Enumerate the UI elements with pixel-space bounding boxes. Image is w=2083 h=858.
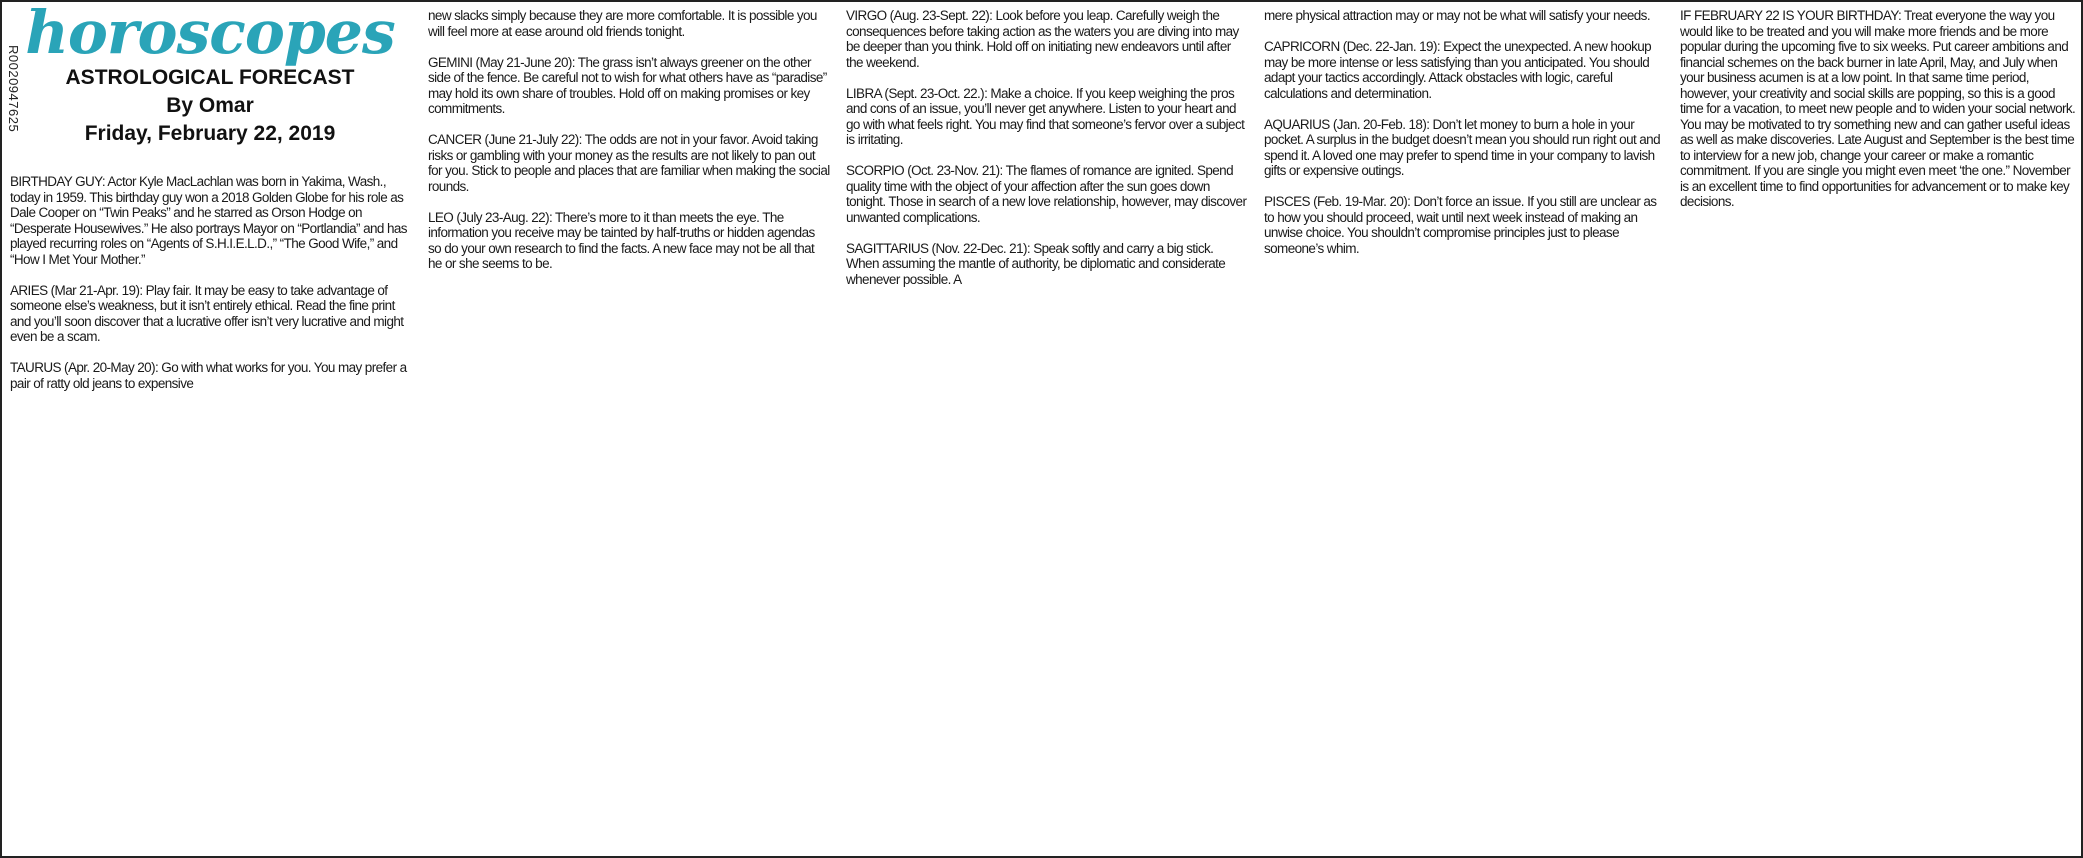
leo-paragraph: LEO (July 23-Aug. 22): There’s more to it than meets the eye. The information you receive may be tainted by half-truths or hidden agendas so do your own research to find the facts. A new face may not be all that he or she seems to be. bbox=[428, 209, 815, 271]
birthday-forecast-paragraph: IF FEBRUARY 22 IS YOUR BIRTHDAY: Treat everyone the way you would like to be treated and you will make more friends and be more popular during the upcoming five to six weeks. Put career ambitions and financial schemes on the back burner in late April, May, and July when your business acumen is at a low point. In that same time period, however, your creativity and social skills are popping, so this is a good time for a vacation, to meet new people and to widen your social network. You may be motivated to try something new and can gather useful ideas as well as make discoveries. Late August and September is the best time to interview for a new job, change your career or make a romantic commitment. If you are single you might even meet ‘the one.” November is an excellent time to find opportunities for advancement or to make key decisions. bbox=[1680, 8, 2076, 209]
forecast-title: ASTROLOGICAL FORECAST bbox=[65, 66, 355, 89]
column-4 bbox=[1264, 8, 1668, 853]
gemini-paragraph: GEMINI (May 21-June 20): The grass isn’t always greener on the other side of the fence. Be careful not to wish for what others have as “paradise” may hold its own share of troubles. Hold off on making promises or key commitments. bbox=[428, 54, 827, 116]
libra-paragraph: LIBRA (Sept. 23-Oct. 22.): Make a choice. If you keep weighing the pros and cons of an issue, you’ll never get anywhere. Listen to your heart and go with what feels right. You may find that someone’s fervor over a subject is irritating. bbox=[846, 85, 1245, 147]
issue-date: Friday, February 22, 2019 bbox=[84, 122, 336, 145]
column-5 bbox=[1680, 8, 2076, 853]
column-2 bbox=[428, 8, 830, 853]
column-3 bbox=[846, 8, 1248, 853]
horoscopes-logo: horoscopes bbox=[25, 8, 395, 68]
capricorn-paragraph: CAPRICORN (Dec. 22-Jan. 19): Expect the unexpected. A new hookup may be more intense or less satisfying than you anticipated. You should adapt your tactics accordingly. Attack obstacles with logic, careful calculations and determination. bbox=[1264, 39, 1652, 101]
byline: By Omar bbox=[166, 94, 254, 117]
sagittarius-continued-paragraph: mere physical attraction may or may not be what will satisfy your needs. bbox=[1264, 8, 1650, 23]
birthday-guy-paragraph: BIRTHDAY GUY: Actor Kyle MacLachlan was born in Yakima, Wash., today in 1959. This birthday guy won a 2018 Golden Globe for his role as Dale Cooper on “Twin Peaks” and he starred as Orson Hodge on “Desperate Housewives.” He also portrays Mayor on “Portlandia” and has played recurring roles on “Agents of S.H.I.E.L.D.,” “The Good Wife,” and “How I Met Your Mother.” bbox=[10, 174, 407, 267]
column-1 bbox=[10, 8, 410, 853]
aquarius-paragraph: AQUARIUS (Jan. 20-Feb. 18): Don’t let money to burn a hole in your pocket. A surplus in the budget doesn’t mean you should run right out and spend it. A loved one may prefer to spend time in your company to lavish gifts or expensive outings. bbox=[1264, 116, 1660, 178]
aries-paragraph: ARIES (Mar 21-Apr. 19): Play fair. It may be easy to take advantage of someone else’s weakness, but it isn’t entirely ethical. Read the fine print and you’ll soon discover that a lucrative offer isn’t very lucrative and might even be a scam. bbox=[10, 282, 404, 344]
scorpio-paragraph: SCORPIO (Oct. 23-Nov. 21): The flames of romance are ignited. Spend quality time with the object of your affection after the sun goes down tonight. Those in search of a new love relationship, however, may discover unwanted complications. bbox=[846, 163, 1247, 225]
virgo-paragraph: VIRGO (Aug. 23-Sept. 22): Look before you leap. Carefully weigh the consequences before taking action as the waters you are diving into may be deeper than you think. Hold off on initiating new endeavors until after the weekend. bbox=[846, 8, 1239, 70]
pisces-paragraph: PISCES (Feb. 19-Mar. 20): Don’t force an issue. If you still are unclear as to how you should proceed, wait until next week instead of making an unwise choice. You shouldn’t compromise principles just to please someone’s whim. bbox=[1264, 194, 1657, 256]
masthead bbox=[10, 8, 410, 148]
cancer-paragraph: CANCER (June 21-July 22): The odds are not in your favor. Avoid taking risks or gambling with your money as the results are not likely to pan out for you. Stick to people and places that are familiar when making the social rounds. bbox=[428, 132, 830, 194]
sagittarius-paragraph: SAGITTARIUS (Nov. 22-Dec. 21): Speak softly and carry a big stick. When assuming the mantle of authority, be diplomatic and considerate whenever possible. A bbox=[846, 240, 1226, 287]
side-code: R0020947625 bbox=[6, 45, 21, 133]
taurus-continued-paragraph: new slacks simply because they are more comfortable. It is possible you will feel more at ease around old friends tonight. bbox=[428, 8, 817, 39]
taurus-paragraph: TAURUS (Apr. 20-May 20): Go with what works for you. You may prefer a pair of ratty old jeans to expensive bbox=[10, 360, 407, 391]
